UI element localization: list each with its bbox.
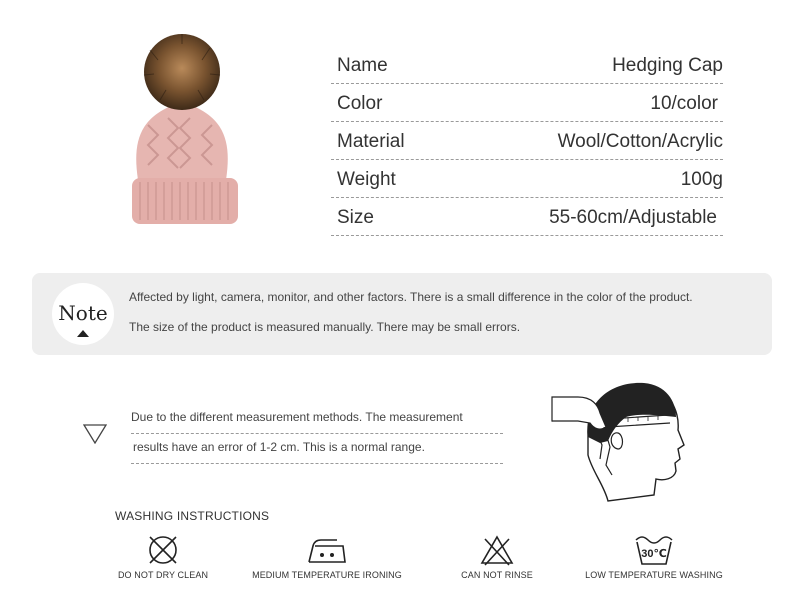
measurement-line — [131, 434, 503, 464]
spec-row-material — [331, 122, 723, 160]
wash-label: LOW TEMPERATURE WASHING — [585, 570, 723, 580]
spec-value: Wool/Cotton/Acrylic — [557, 131, 723, 152]
triangle-up-icon — [77, 330, 89, 337]
spec-value: 55-60cm/Adjustable — [549, 207, 717, 228]
spec-value: Hedging Cap — [612, 55, 723, 76]
note-label: Note — [58, 301, 108, 325]
measurement-text-2: results have an error of 1-2 cm. This is a normal range. — [133, 440, 425, 454]
spec-key: Name — [337, 55, 388, 76]
iron-medium-icon — [305, 534, 349, 566]
head-measurement-illustration — [548, 375, 688, 515]
spec-key: Size — [337, 207, 374, 228]
wash-item-rinse — [454, 534, 540, 580]
measurement-text-1: Due to the different measurement methods. The measurement — [131, 410, 463, 424]
wash-label: DO NOT DRY CLEAN — [117, 570, 209, 580]
spec-key: Weight — [337, 169, 396, 190]
note-badge — [52, 283, 114, 345]
measurement-note — [131, 404, 503, 464]
spec-row-size — [331, 198, 723, 236]
do-not-dry-clean-icon — [146, 534, 180, 566]
wash-label: MEDIUM TEMPERATURE IRONING — [252, 570, 402, 580]
spec-table — [331, 46, 723, 236]
wash-temp: 30℃ — [641, 548, 667, 560]
spec-key: Material — [337, 131, 405, 152]
do-not-rinse-icon — [479, 534, 515, 566]
measurement-line — [131, 404, 503, 434]
spec-row-color — [331, 84, 723, 122]
wash-30-icon — [634, 534, 674, 566]
spec-row-weight — [331, 160, 723, 198]
note-text-2: The size of the product is measured manually. There may be small errors. — [129, 320, 521, 334]
wash-item-iron — [246, 534, 408, 580]
washing-title: WASHING INSTRUCTIONS — [115, 509, 270, 523]
wash-item-wash — [580, 534, 728, 580]
note-text-1: Affected by light, camera, monitor, and other factors. There is a small difference in the color of the product. — [129, 290, 693, 304]
wash-item-dry-clean — [112, 534, 214, 580]
spec-key: Color — [337, 93, 383, 114]
spec-row-name — [331, 46, 723, 84]
wash-label: CAN NOT RINSE — [461, 570, 533, 580]
spec-value: 100g — [680, 169, 723, 190]
triangle-down-icon — [83, 424, 107, 444]
note-box — [32, 273, 772, 355]
spec-value: 10/color — [650, 93, 718, 114]
product-image-hat — [120, 30, 250, 230]
